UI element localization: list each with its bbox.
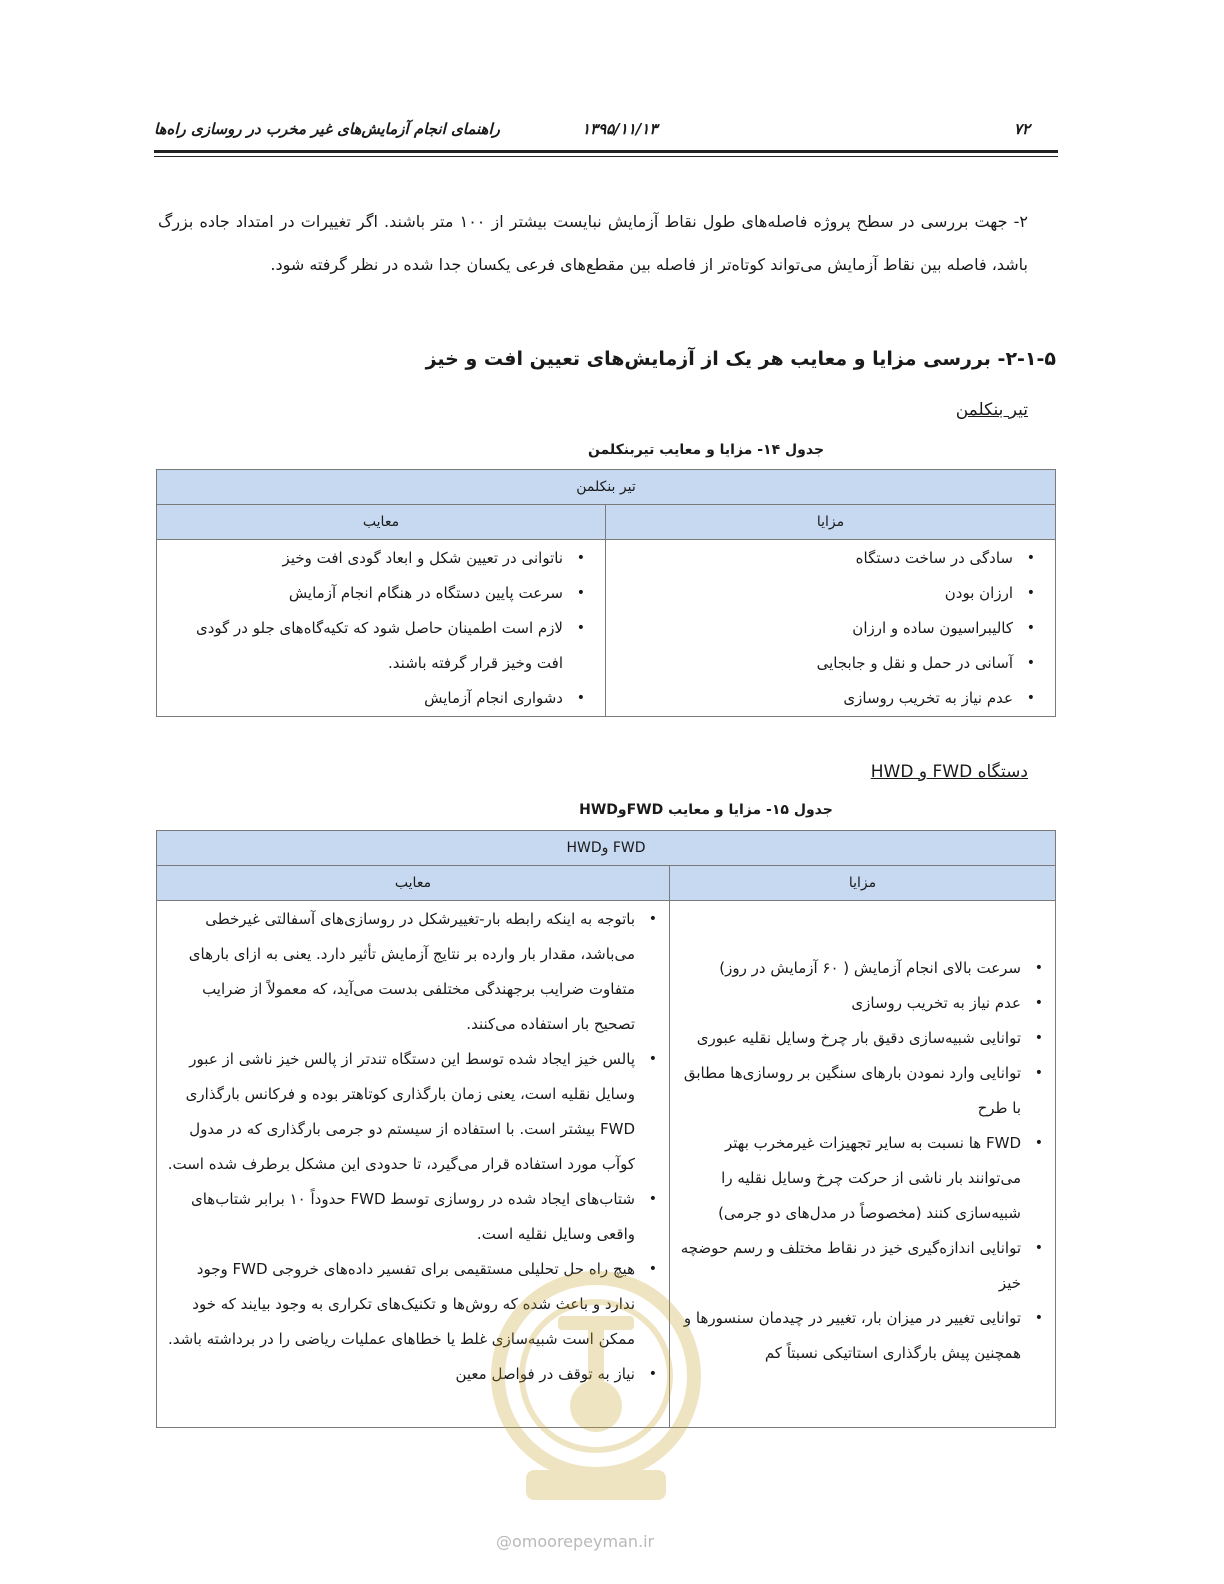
page-number: ۷۲ xyxy=(1013,120,1030,138)
header-rule-thick xyxy=(154,150,1058,153)
section-heading: ۲-۱-۵- بررسی مزایا و معایب هر یک از آزمایش‌های تعیین افت و خیز xyxy=(425,348,1056,370)
disadvantages-cell xyxy=(157,901,670,1428)
list-item-text: باتوجه به اینکه رابطه بار-تغییرشکل در روسازی‌های آسفالتی غیرخطی می‌باشد، مقدار بار وارده بر نتایج آزمایش تأثیر دارد. یعنی به ازای بارهای متفاوت ضرایب برجهندگی مختلفی بدست می‌آید، که معمولاً از ضرایب تصحیح بار استفاده می‌کنند. xyxy=(188,910,635,1033)
list-item-text: توانایی تغییر در میزان بار، تغییر در چیدمان سنسورها و همچنین پیش بارگذاری استاتیکی نسبتاً کم xyxy=(683,1309,1021,1362)
bullet-icon: • xyxy=(1026,690,1035,706)
list-item xyxy=(167,611,585,681)
list-item-text: کالیبراسیون ساده و ارزان xyxy=(852,619,1013,637)
list-item xyxy=(167,541,585,576)
subheading-fwd-hwd: دستگاه FWD و HWD xyxy=(870,762,1028,782)
col-header-disadvantages: معایب xyxy=(157,505,606,540)
bullet-icon: • xyxy=(1034,960,1043,976)
list-item-text: پالس خیز ایجاد شده توسط این دستگاه تندتر از پالس خیز ناشی از عبور وسایل نقلیه است، یعنی زمان بارگذاری کوتاهتر بوده و فرکانس بارگذاری FWD بیشتر است. با استفاده از سیستم دو جرمی بارگذاری که در مدول کوآب مورد استفاده قرار می‌گیرد، تا حدودی این مشکل برطرف شده است. xyxy=(167,1050,635,1173)
list-item-text: لازم است اطمینان حاصل شود که تکیه‌گاه‌های جلو در گودی افت وخیز قرار گرفته باشند. xyxy=(195,619,563,672)
col-header-disadvantages: معایب xyxy=(157,866,670,901)
list-item xyxy=(167,1357,657,1392)
bullet-icon: • xyxy=(1034,1030,1043,1046)
bullet-icon: • xyxy=(1026,550,1035,566)
list-item xyxy=(167,1042,657,1182)
list-item-text: شتاب‌های ایجاد شده در روسازی توسط FWD حدوداً ۱۰ برابر شتاب‌های واقعی وسایل نقلیه است. xyxy=(190,1190,635,1243)
bullet-icon: • xyxy=(576,550,585,566)
list-item xyxy=(680,986,1043,1021)
bullet-icon: • xyxy=(648,1191,657,1207)
bullet-icon: • xyxy=(1034,1310,1043,1326)
bullet-icon: • xyxy=(1026,620,1035,636)
table14-caption: جدول ۱۴- مزایا و معایب تیربنکلمن xyxy=(587,442,825,458)
bullet-icon: • xyxy=(648,911,657,927)
table15-caption: جدول ۱۵- مزایا و معایب FWDوHWD xyxy=(579,802,833,818)
bullet-icon: • xyxy=(576,620,585,636)
list-item-text: سرعت پایین دستگاه در هنگام انجام آزمایش xyxy=(288,584,563,602)
bullet-icon: • xyxy=(648,1261,657,1277)
list-item xyxy=(646,681,1035,716)
list-item-text: دشواری انجام آزمایش xyxy=(424,689,563,707)
bullet-icon: • xyxy=(1034,1135,1043,1151)
advantages-cell xyxy=(606,540,1056,717)
list-item-text: توانایی شبیه‌سازی دقیق بار چرخ وسایل نقلیه عبوری xyxy=(696,1029,1021,1047)
bullet-icon: • xyxy=(576,690,585,706)
bullet-icon: • xyxy=(1034,1240,1043,1256)
bullet-icon: • xyxy=(1026,655,1035,671)
bullet-icon: • xyxy=(1034,1065,1043,1081)
disadvantages-cell xyxy=(157,540,606,717)
running-header xyxy=(154,120,1056,148)
list-item-text: ارزان بودن xyxy=(944,584,1013,602)
list-item xyxy=(646,541,1035,576)
subheading-benkelman: تیر بنکلمن xyxy=(955,400,1028,420)
header-rule-thin xyxy=(154,156,1058,157)
bullet-icon: • xyxy=(648,1366,657,1382)
list-item xyxy=(167,1252,657,1357)
table-title-cell: تیر بنکلمن xyxy=(157,470,1056,505)
col-header-advantages: مزایا xyxy=(670,866,1056,901)
bullet-icon: • xyxy=(1026,585,1035,601)
list-item xyxy=(167,681,585,716)
bullet-icon: • xyxy=(1034,995,1043,1011)
header-date: ۱۳۹۵/۱۱/۱۳ xyxy=(582,120,658,138)
list-item xyxy=(680,1021,1043,1056)
list-item-text: آسانی در حمل و نقل و جابجایی xyxy=(816,654,1013,672)
advantages-cell xyxy=(670,901,1056,1428)
list-item-text: توانایی وارد نمودن بارهای سنگین بر روسازی‌ها مطابق با طرح xyxy=(683,1064,1021,1117)
list-item-text: توانایی اندازه‌گیری خیز در نقاط مختلف و رسم حوضچه خیز xyxy=(680,1239,1021,1292)
list-item xyxy=(680,951,1043,986)
list-item-text: هیچ راه حل تحلیلی مستقیمی برای تفسیر داده‌های خروجی FWD وجود ندارد و باعث شده که روش‌ها و تکنیک‌های تکراری به وجود بیایند که خود ممکن است شبیه‌سازی غلط یا خطاهای عملیات ریاضی را در برداشته باشد. xyxy=(167,1260,635,1348)
list-item xyxy=(680,1056,1043,1126)
list-item-text: نیاز به توقف در فواصل معین xyxy=(455,1365,635,1383)
list-item xyxy=(167,902,657,1042)
bullet-icon: • xyxy=(576,585,585,601)
body-paragraph: ۲- جهت بررسی در سطح پروژه فاصله‌های طول نقاط آزمایش نبایست بیشتر از ۱۰۰ متر باشند. اگر تغییرات در امتداد جاده بزرگ باشد، فاصله بین نقاط آزمایش می‌تواند کوتاه‌تر از فاصله بین مقطع‌های فرعی یکسان جدا شده در نظر گرفته شود. xyxy=(158,212,1029,274)
header-title: راهنمای انجام آزمایش‌های غیر مخرب در روسازی راه‌ها xyxy=(154,120,500,138)
list-item xyxy=(646,611,1035,646)
table-title-cell: FWD وHWD xyxy=(157,831,1056,866)
list-item xyxy=(680,1301,1043,1371)
list-item-text: FWD ها نسبت به سایر تجهیزات غیرمخرب بهتر می‌توانند بار ناشی از حرکت چرخ وسایل نقلیه را شبیه‌سازی کنند (مخصوصاً در مدل‌های دو جرمی) xyxy=(718,1134,1021,1222)
bullet-icon: • xyxy=(648,1051,657,1067)
list-item-text: ناتوانی در تعیین شکل و ابعاد گودی افت وخیز xyxy=(282,549,563,567)
list-item-text: سادگی در ساخت دستگاه xyxy=(855,549,1013,567)
watermark-text: @omoorepeyman.ir xyxy=(496,1532,655,1551)
list-item-text: عدم نیاز به تخریب روسازی xyxy=(851,994,1021,1012)
list-item xyxy=(646,646,1035,681)
list-item-text: سرعت بالای انجام آزمایش ( ۶۰ آزمایش در روز) xyxy=(719,959,1021,977)
list-item xyxy=(680,1231,1043,1301)
list-item xyxy=(167,576,585,611)
col-header-advantages: مزایا xyxy=(606,505,1056,540)
list-item xyxy=(680,1126,1043,1231)
list-item xyxy=(646,576,1035,611)
table-benkelman xyxy=(156,469,1056,717)
list-item-text: عدم نیاز به تخریب روسازی xyxy=(843,689,1013,707)
list-item xyxy=(167,1182,657,1252)
table-fwd-hwd xyxy=(156,830,1056,1428)
